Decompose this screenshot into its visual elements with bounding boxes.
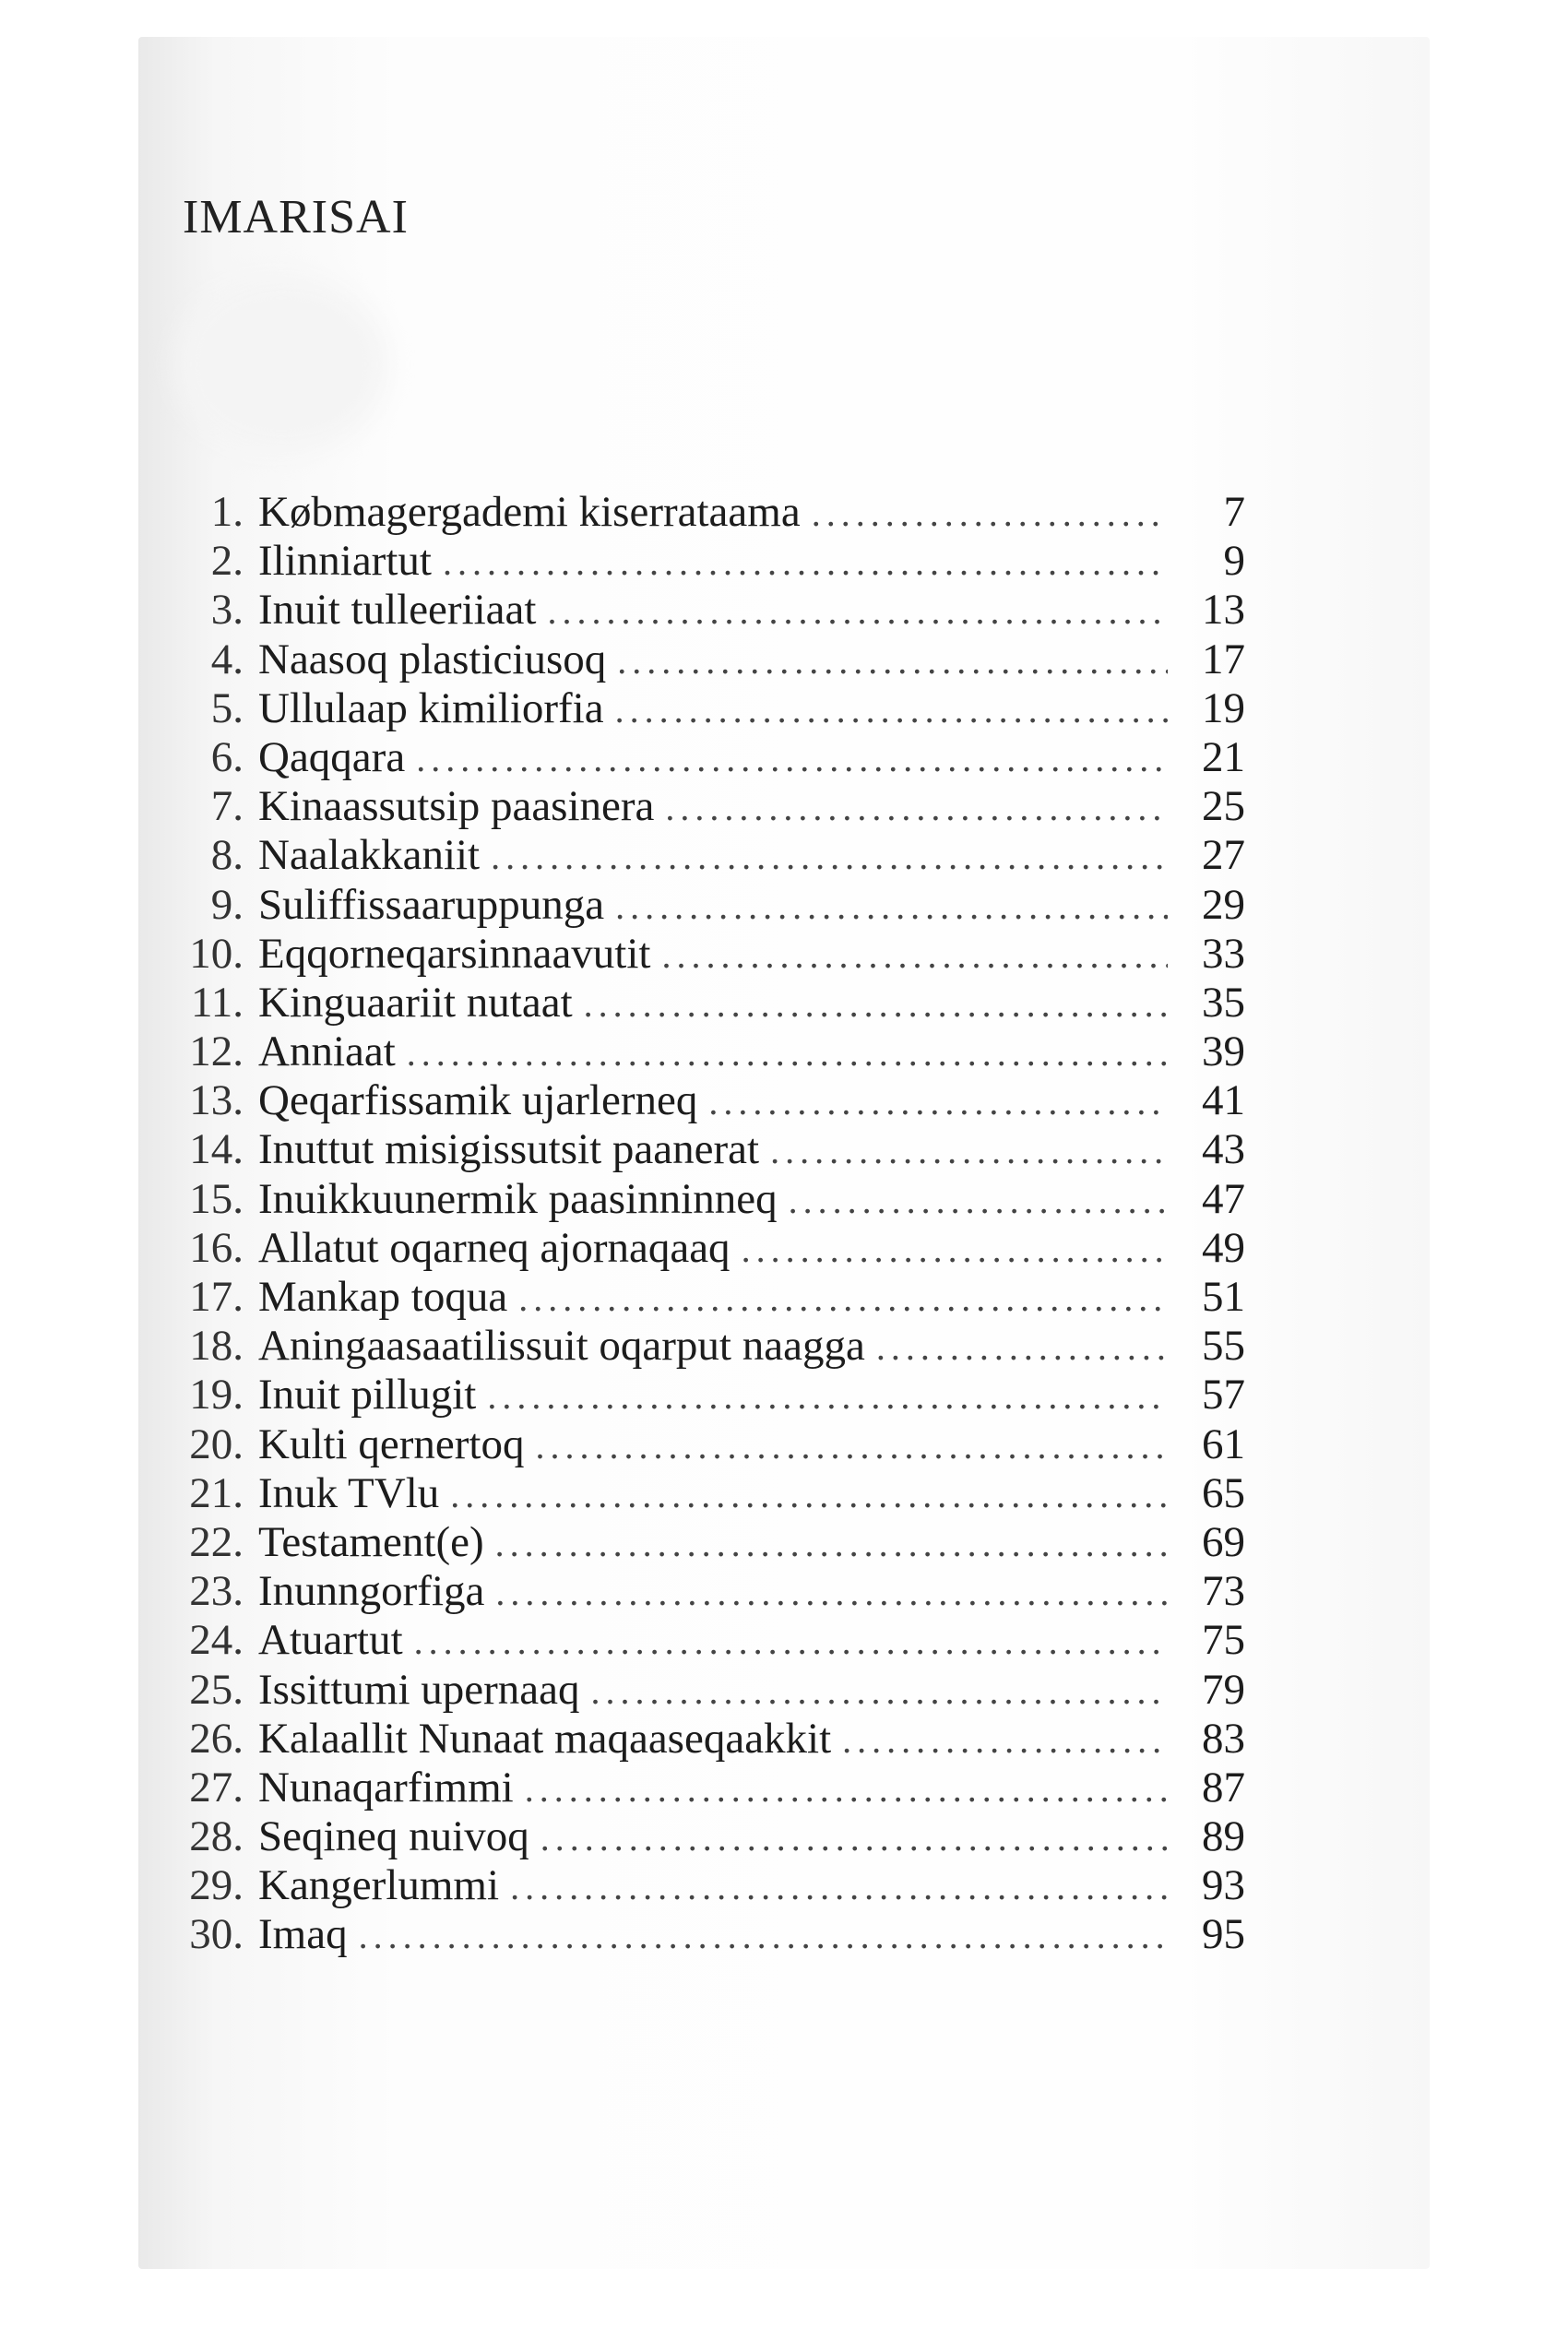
- chapter-title: Issittumi upernaaq: [258, 1665, 580, 1714]
- chapter-title: Ilinniartut: [258, 537, 432, 586]
- chapter-title: Inuikkuunermik paasinninneq: [258, 1174, 778, 1223]
- toc-entry: [157, 536, 1245, 585]
- dot-leader: [359, 1914, 1168, 1957]
- chapter-title: Testament(e): [258, 1517, 484, 1566]
- page-number: 93: [1202, 1861, 1245, 1910]
- chapter-number: 27.: [189, 1763, 244, 1812]
- chapter-number: 5.: [210, 683, 244, 732]
- chapter-title: Suliffissaaruppunga: [258, 880, 605, 929]
- chapter-title: Ullulaap kimiliorfia: [258, 683, 604, 732]
- chapter-number: 23.: [189, 1567, 244, 1616]
- chapter-title: Anniaat: [258, 1028, 396, 1076]
- page-number: 51: [1202, 1273, 1245, 1321]
- toc-entry: [157, 487, 1245, 536]
- chapter-number: 11.: [190, 978, 244, 1027]
- dot-leader: [495, 1571, 1168, 1614]
- dot-leader: [812, 492, 1168, 535]
- toc-entry: [157, 1665, 1245, 1714]
- dot-leader: [615, 688, 1168, 731]
- page-number: 7: [1223, 488, 1245, 536]
- toc-entry: [157, 1027, 1245, 1075]
- toc-entry: [157, 1174, 1245, 1223]
- chapter-title: Qeqarfissamik ujarlerneq: [258, 1076, 698, 1125]
- dot-leader: [414, 1620, 1168, 1663]
- chapter-number: 22.: [189, 1517, 244, 1566]
- chapter-number: 10.: [189, 929, 244, 978]
- toc-entry: [157, 585, 1245, 634]
- toc-entry: [157, 732, 1245, 781]
- page-number: 55: [1202, 1322, 1245, 1371]
- page-number: 47: [1202, 1174, 1245, 1223]
- chapter-title: Seqineq nuivoq: [258, 1812, 529, 1861]
- toc-entry: [157, 635, 1245, 683]
- chapter-number: 16.: [189, 1223, 244, 1272]
- dot-leader: [540, 1816, 1168, 1859]
- dot-leader: [525, 1767, 1168, 1811]
- chapter-number: 30.: [189, 1910, 244, 1959]
- chapter-number: 28.: [189, 1812, 244, 1861]
- chapter-number: 26.: [189, 1714, 244, 1763]
- dot-leader: [487, 1374, 1168, 1418]
- chapter-number: 19.: [189, 1371, 244, 1420]
- page-number: 79: [1202, 1665, 1245, 1714]
- toc-entry: [157, 1812, 1245, 1860]
- page-number: 83: [1202, 1714, 1245, 1763]
- page-number: 61: [1202, 1420, 1245, 1468]
- dot-leader: [535, 1424, 1168, 1467]
- page-number: 49: [1202, 1223, 1245, 1272]
- page-number: 73: [1202, 1567, 1245, 1616]
- dot-leader: [518, 1277, 1168, 1320]
- page-number: 13: [1202, 586, 1245, 635]
- chapter-title: Kinguaariit nutaat: [258, 978, 573, 1027]
- page-number: 75: [1202, 1616, 1245, 1665]
- dot-leader: [665, 786, 1168, 829]
- page-number: 69: [1202, 1517, 1245, 1566]
- chapter-title: Allatut oqarneq ajornaqaaq: [258, 1223, 731, 1272]
- chapter-number: 20.: [189, 1420, 244, 1468]
- chapter-title: Inuit pillugit: [258, 1371, 477, 1420]
- dot-leader: [407, 1031, 1168, 1075]
- chapter-title: Aningaasaatilissuit oqarput naagga: [258, 1322, 865, 1371]
- toc-entry: [157, 1714, 1245, 1763]
- toc-entry: [157, 1615, 1245, 1664]
- toc-entry: [157, 1468, 1245, 1517]
- toc-entry: [157, 1321, 1245, 1370]
- toc-entry: [157, 929, 1245, 978]
- table-of-contents: [157, 487, 1245, 1959]
- toc-entry: [157, 830, 1245, 879]
- chapter-number: 15.: [189, 1174, 244, 1223]
- page-number: 95: [1202, 1910, 1245, 1959]
- chapter-title: Inuit tulleeriiaat: [258, 586, 537, 635]
- toc-entry: [157, 1370, 1245, 1419]
- chapter-title: Inuk TVlu: [258, 1468, 440, 1517]
- dot-leader: [615, 885, 1168, 928]
- dot-leader: [491, 835, 1168, 878]
- chapter-number: 13.: [189, 1076, 244, 1125]
- toc-entry: [157, 1517, 1245, 1566]
- toc-heading: IMARISAI: [183, 191, 409, 244]
- toc-entry: [157, 1420, 1245, 1468]
- ink-smudge: [175, 277, 387, 452]
- page-number: 43: [1202, 1125, 1245, 1174]
- chapter-number: 3.: [210, 586, 244, 635]
- toc-entry: [157, 1272, 1245, 1321]
- page-number: 87: [1202, 1763, 1245, 1812]
- dot-leader: [443, 540, 1168, 584]
- dot-leader: [510, 1865, 1168, 1908]
- page-number: 29: [1202, 880, 1245, 929]
- chapter-title: Nunaqarfimmi: [258, 1763, 514, 1812]
- chapter-number: 29.: [189, 1861, 244, 1910]
- chapter-number: 4.: [210, 635, 244, 683]
- dot-leader: [742, 1228, 1168, 1271]
- dot-leader: [547, 589, 1168, 633]
- page-number: 41: [1202, 1076, 1245, 1125]
- chapter-title: Atuartut: [258, 1616, 403, 1665]
- chapter-number: 17.: [189, 1273, 244, 1321]
- chapter-number: 8.: [210, 831, 244, 880]
- chapter-title: Inunngorfiga: [258, 1567, 485, 1616]
- chapter-title: Imaq: [258, 1910, 348, 1959]
- chapter-title: Naasoq plasticiusoq: [258, 635, 607, 683]
- chapter-number: 24.: [189, 1616, 244, 1665]
- toc-entry: [157, 1860, 1245, 1909]
- chapter-title: Kangerlummi: [258, 1861, 500, 1910]
- page-number: 57: [1202, 1371, 1245, 1420]
- dot-leader: [661, 933, 1168, 977]
- toc-entry: [157, 1566, 1245, 1615]
- chapter-number: 9.: [210, 880, 244, 929]
- dot-leader: [416, 737, 1168, 780]
- dot-leader: [617, 639, 1168, 683]
- toc-entry: [157, 1763, 1245, 1812]
- chapter-number: 14.: [189, 1125, 244, 1174]
- chapter-number: 12.: [189, 1028, 244, 1076]
- chapter-title: Kinaassutsip paasinera: [258, 782, 655, 831]
- chapter-number: 7.: [210, 782, 244, 831]
- page-number: 39: [1202, 1028, 1245, 1076]
- dot-leader: [584, 982, 1168, 1026]
- dot-leader: [450, 1473, 1168, 1516]
- chapter-title: Mankap toqua: [258, 1273, 508, 1321]
- chapter-title: Købmagergademi kiserrataama: [258, 488, 801, 536]
- chapter-number: 25.: [189, 1665, 244, 1714]
- chapter-number: 21.: [189, 1468, 244, 1517]
- dot-leader: [591, 1669, 1168, 1713]
- chapter-title: Eqqorneqarsinnaavutit: [258, 929, 651, 978]
- toc-entry: [157, 1124, 1245, 1173]
- dot-leader: [708, 1080, 1168, 1123]
- chapter-number: 1.: [210, 488, 244, 536]
- page-number: 27: [1202, 831, 1245, 880]
- toc-entry: [157, 978, 1245, 1027]
- dot-leader: [495, 1522, 1168, 1565]
- chapter-number: 2.: [210, 537, 244, 586]
- page-number: 9: [1223, 537, 1245, 586]
- toc-entry: [157, 683, 1245, 732]
- dot-leader: [789, 1179, 1168, 1222]
- chapter-title: Kalaallit Nunaat maqaaseqaakkit: [258, 1714, 832, 1763]
- page-number: 25: [1202, 782, 1245, 831]
- toc-entry: [157, 1909, 1245, 1958]
- page-number: 33: [1202, 929, 1245, 978]
- chapter-title: Naalakkaniit: [258, 831, 481, 880]
- toc-entry: [157, 781, 1245, 830]
- page-number: 89: [1202, 1812, 1245, 1861]
- toc-entry: [157, 1223, 1245, 1272]
- dot-leader: [842, 1718, 1168, 1762]
- toc-entry: [157, 1075, 1245, 1124]
- chapter-title: Qaqqara: [258, 732, 406, 781]
- chapter-number: 18.: [189, 1322, 244, 1371]
- page-number: 19: [1202, 683, 1245, 732]
- page-number: 21: [1202, 732, 1245, 781]
- chapter-title: Kulti qernertoq: [258, 1420, 525, 1468]
- page-number: 65: [1202, 1468, 1245, 1517]
- dot-leader: [770, 1129, 1168, 1172]
- page-number: 35: [1202, 978, 1245, 1027]
- dot-leader: [876, 1325, 1168, 1369]
- chapter-title: Inuttut misigissutsit paanerat: [258, 1125, 760, 1174]
- page-number: 17: [1202, 635, 1245, 683]
- chapter-number: 6.: [210, 732, 244, 781]
- toc-entry: [157, 880, 1245, 929]
